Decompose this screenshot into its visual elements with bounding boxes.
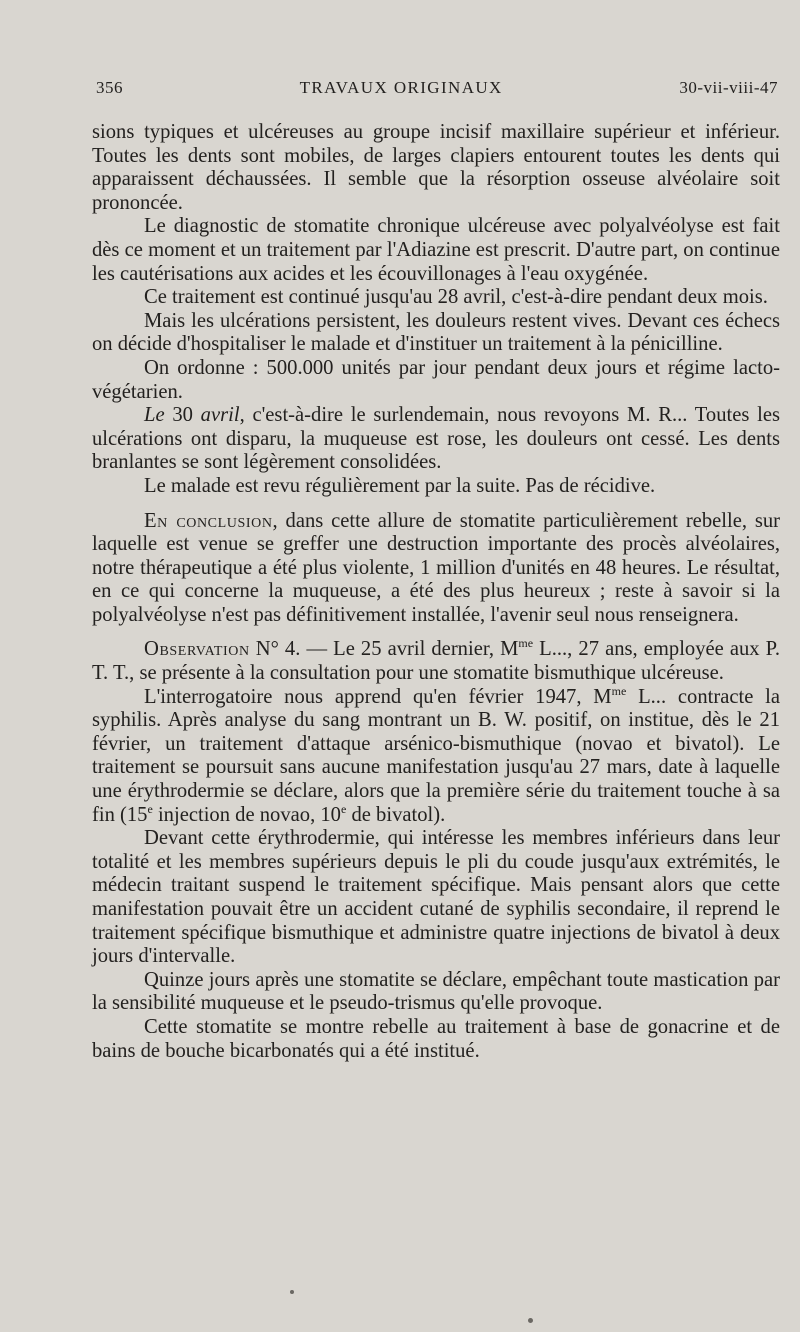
conclusion-heading: En conclusion <box>144 509 273 532</box>
observation-text-1: N° 4. — Le 25 avril dernier, M <box>249 638 519 661</box>
page-number: 356 <box>96 78 123 97</box>
p10-sup-3: e <box>340 801 347 816</box>
conclusion-text: , dans cette allure de stomatite particulièrement rebelle, sur laquelle est venue se greffer une destruction importante des procès alvéolaires, notre thérapeutique a été plus violente, 1 million d'unités en 48 heures. Le résultat, en ce qui concerne la muqueuse, a été des plus heureux ; reste à savoir si la polyalvéolyse n'est pas définitivement installée, l'avenir seul nous renseignera. <box>92 509 780 626</box>
p10-sup-1: me <box>611 683 627 698</box>
paragraph-2: Le diagnostic de stomatite chronique ulcéreuse avec polyalvéolyse est fait dès ce moment et un traitement par l'Adiazine est prescrit. D'autre part, on continue les cautérisations aux acides et les écouvillonages à l'eau oxygénée. <box>92 215 780 285</box>
p10-text-2: L... contracte la syphilis. Après analyse du sang montrant un B. W. positif, on institue, dès le 21 février, un traitement d'attaque arsénico-bismuthique (novao et bivatol). Le traitement se poursuit sans aucune manifestation jusqu'au 27 mars, date à laquelle une érythrodermie se déclare, alors que la première série du traitement touche à sa fin (15 <box>92 685 780 826</box>
issue-date: 30-vii-viii-47 <box>679 78 778 97</box>
date-number: 30 <box>172 404 193 427</box>
paragraph-7: Le malade est revu régulièrement par la suite. Pas de récidive. <box>144 474 656 497</box>
paragraph-5: On ordonne : 500.000 unités par jour pendant deux jours et régime lacto-végétarien. <box>92 356 780 403</box>
observation-heading: Observation <box>144 638 250 661</box>
p10-text-1: L'interrogatoire nous apprend qu'en février 1947, M <box>144 685 612 708</box>
paragraph-3: Ce traitement est continué jusqu'au 28 avril, c'est-à-dire pendant deux mois. <box>144 286 768 309</box>
running-title: TRAVAUX ORIGINAUX <box>299 78 503 97</box>
observation-text-2: L..., 27 ans, employée aux P. T. T., se présente à la consultation pour une stomatite bismuthique ulcéreuse. <box>92 638 780 685</box>
paragraph-6 <box>92 404 780 475</box>
paragraph-conclusion <box>92 510 780 628</box>
paragraph-11: Devant cette érythrodermie, qui intéresse les membres inférieurs dans leur totalité et les membres supérieurs depuis le pli du coude jusqu'aux extrémités, le médecin traitant suspend le traitement spécifique. Mais pensant alors que cette manifestation pouvait être un accident cutané de syphilis secondaire, il reprend le traitement spécifique bismuthique et administre quatre injections de bivatol à deux jours d'intervalle. <box>92 827 780 968</box>
paragraph-10 <box>92 683 780 828</box>
italic-avril: avril <box>200 404 240 427</box>
print-speck <box>528 1318 533 1323</box>
paragraph-12: Quinze jours après une stomatite se déclare, empêchant toute mastication par la sensibilité muqueuse et le pseudo-trismus qu'elle provoque. <box>92 968 780 1015</box>
page-header <box>96 78 778 98</box>
article-body <box>92 121 780 1063</box>
italic-le: Le <box>144 404 165 427</box>
p10-text-4: de bivatol). <box>346 803 446 826</box>
observation-sup: me <box>518 636 534 651</box>
print-speck <box>290 1290 294 1294</box>
paragraph-observation <box>92 638 780 685</box>
p10-text-3: injection de novao, 10 <box>152 803 341 826</box>
paragraph-13: Cette stomatite se montre rebelle au traitement à base de gonacrine et de bains de bouche bicarbonatés qui a été institué. <box>92 1015 780 1062</box>
paragraph-1: sions typiques et ulcéreuses au groupe incisif maxillaire supérieur et inférieur. Toutes les dents sont mobiles, de larges clapiers entourent toutes les dents qui apparaissent déchaussées. Il semble que la résorption osseuse alvéolaire soit prononcée. <box>92 121 780 214</box>
paragraph-4: Mais les ulcérations persistent, les douleurs restent vives. Devant ces échecs on décide d'hospitaliser le malade et d'instituer un traitement à la pénicilline. <box>92 309 780 356</box>
paragraph-6-rest: , c'est-à-dire le surlendemain, nous revoyons M. R... Toutes les ulcérations ont disparu, la muqueuse est rose, les douleurs ont cessé. Les dents branlantes se sont légèrement consolidées. <box>92 404 780 474</box>
p10-sup-2: e <box>147 801 153 816</box>
